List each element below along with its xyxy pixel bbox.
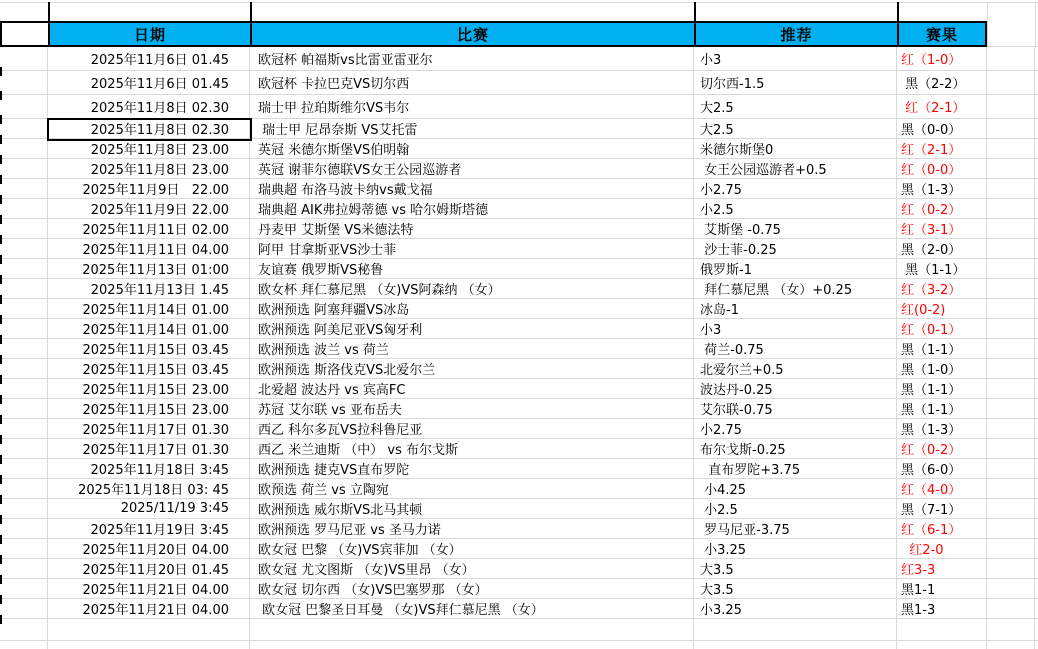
date-cell[interactable]: 2025年11月9日 22.00 (48, 179, 250, 198)
table-row (0, 339, 1038, 359)
match-cell[interactable]: 瑞士甲 尼昂奈斯 VS艾托雷 (250, 119, 694, 138)
blank-cell[interactable] (987, 579, 1035, 598)
match-cell[interactable]: 英冠 谢菲尔德联VS女王公园巡游者 (250, 159, 694, 178)
header-match[interactable]: 比赛 (250, 23, 694, 45)
date-cell[interactable]: 2025年11月6日 01.45 (48, 47, 250, 70)
result-cell[interactable]: 黑（1-0） (897, 359, 987, 378)
result-cell[interactable]: 红（4-0） (897, 479, 987, 498)
table-row (0, 279, 1038, 299)
date-cell[interactable]: 2025年11月20日 04.00 (48, 539, 250, 558)
blank-cell[interactable] (987, 559, 1035, 578)
table-row (0, 459, 1038, 479)
match-cell[interactable]: 欧洲预选 捷克VS直布罗陀 (250, 459, 694, 478)
result-cell[interactable]: 红（0-2） (897, 439, 987, 458)
date-cell[interactable]: 2025年11月9日 22.00 (48, 199, 250, 218)
blank-cell[interactable] (987, 359, 1035, 378)
row-border-tick (0, 255, 2, 264)
match-cell[interactable]: 欧预选 荷兰 vs 立陶宛 (250, 479, 694, 498)
blank-cell[interactable] (0, 259, 48, 278)
row-border-tick (0, 495, 2, 504)
table-row (0, 47, 1038, 71)
result-cell[interactable]: 红（2-1） (897, 95, 987, 118)
blank-cell[interactable] (897, 619, 987, 640)
tip-cell[interactable]: 小3 (694, 47, 897, 70)
blank-cell[interactable] (987, 71, 1035, 94)
result-cell[interactable]: 红（3-1） (897, 219, 987, 238)
table-row (0, 95, 1038, 119)
row-border-tick (0, 91, 2, 100)
match-cell[interactable]: 阿甲 甘拿斯亚VS沙士菲 (250, 239, 694, 258)
match-cell[interactable]: 英冠 米德尔斯堡VS伯明翰 (250, 139, 694, 158)
row-border-tick (0, 555, 2, 564)
blank-cell[interactable] (0, 95, 48, 118)
result-cell[interactable]: 黑（6-0） (897, 459, 987, 478)
date-cell[interactable]: 2025年11月8日 23.00 (48, 159, 250, 178)
row-border-tick (0, 615, 2, 624)
tip-cell[interactable]: 小3.25 (694, 539, 897, 558)
blank-cell[interactable] (0, 619, 48, 640)
row-border-tick (0, 355, 2, 364)
blank-cell[interactable] (987, 641, 1035, 649)
table-row (0, 499, 1038, 519)
match-cell[interactable]: 北爱超 波达丹 vs 宾高FC (250, 379, 694, 398)
row-border-tick (0, 295, 2, 304)
blank-cell[interactable] (694, 641, 897, 649)
row-border-tick (0, 195, 2, 204)
grid-vline (1035, 2, 1036, 47)
blank-cell[interactable] (0, 539, 48, 558)
blank-cell[interactable] (48, 619, 250, 640)
blank-cell[interactable] (0, 519, 48, 538)
tip-cell[interactable]: 小3 (694, 319, 897, 338)
result-cell[interactable]: 红(0-2) (897, 299, 987, 318)
blank-cell[interactable] (0, 379, 48, 398)
match-cell[interactable]: 欧洲预选 阿美尼亚VS匈牙利 (250, 319, 694, 338)
blank-cell[interactable] (0, 641, 48, 649)
match-cell[interactable]: 欧冠杯 卡拉巴克VS切尔西 (250, 71, 694, 94)
tip-cell[interactable]: 小3.25 (694, 599, 897, 618)
blank-cell[interactable] (0, 47, 48, 70)
date-cell[interactable]: 2025年11月11日 04.00 (48, 239, 250, 258)
row-border-tick (0, 415, 2, 424)
blank-cell[interactable] (987, 47, 1035, 70)
date-cell[interactable]: 2025年11月19日 3:45 (48, 519, 250, 538)
blank-cell[interactable] (987, 379, 1035, 398)
table-row (0, 299, 1038, 319)
tip-cell[interactable]: 切尔西-1.5 (694, 71, 897, 94)
blank-cell[interactable] (987, 319, 1035, 338)
row-border-tick (0, 135, 2, 144)
result-cell[interactable]: 红（6-1） (897, 519, 987, 538)
date-cell[interactable]: 2025年11月8日 02.30 (48, 119, 250, 138)
match-cell[interactable]: 瑞典超 AIK弗拉姆蒂德 vs 哈尔姆斯塔德 (250, 199, 694, 218)
match-cell[interactable]: 丹麦甲 艾斯堡 VS米德法特 (250, 219, 694, 238)
date-cell[interactable]: 2025年11月6日 01.45 (48, 71, 250, 94)
tip-cell[interactable]: 布尔戈斯-0.25 (694, 439, 897, 458)
blank-cell[interactable] (48, 641, 250, 649)
result-cell[interactable]: 红3-3 (897, 559, 987, 578)
date-cell[interactable]: 2025年11月11日 02.00 (48, 219, 250, 238)
blank-cell[interactable] (987, 479, 1035, 498)
blank-cell[interactable] (987, 159, 1035, 178)
tip-cell[interactable]: 大2.5 (694, 119, 897, 138)
match-cell[interactable]: 瑞士甲 拉珀斯维尔VS韦尔 (250, 95, 694, 118)
blank-cell[interactable] (987, 219, 1035, 238)
date-cell[interactable]: 2025年11月14日 01.00 (48, 319, 250, 338)
blank-cell[interactable] (987, 539, 1035, 558)
table-body (0, 47, 1038, 649)
table-row (0, 239, 1038, 259)
blank-cell[interactable] (987, 259, 1035, 278)
row-border-tick (0, 395, 2, 404)
grid-vline (694, 2, 696, 21)
match-cell[interactable]: 欧洲预选 斯洛伐克VS北爱尔兰 (250, 359, 694, 378)
row-border-tick (0, 435, 2, 444)
blank-cell[interactable] (0, 239, 48, 258)
tip-cell[interactable]: 艾斯堡 -0.75 (694, 219, 897, 238)
blank-cell[interactable] (0, 71, 48, 94)
result-cell[interactable]: 红（3-2） (897, 279, 987, 298)
table-row (0, 139, 1038, 159)
blank-cell[interactable] (0, 419, 48, 438)
blank-cell[interactable] (987, 519, 1035, 538)
blank-cell[interactable] (0, 179, 48, 198)
date-cell[interactable]: 2025年11月15日 03.45 (48, 339, 250, 358)
row-border-tick (0, 335, 2, 344)
tip-cell[interactable]: 小2.5 (694, 499, 897, 518)
blank-cell[interactable] (987, 119, 1035, 138)
blank-cell[interactable] (0, 359, 48, 378)
blank-cell[interactable] (0, 339, 48, 358)
header-date[interactable]: 日期 (48, 23, 250, 45)
tip-cell[interactable]: 冰岛-1 (694, 299, 897, 318)
table-row (0, 199, 1038, 219)
grid-vline (987, 2, 988, 47)
row-border-tick (0, 455, 2, 464)
blank-cell[interactable] (694, 619, 897, 640)
date-cell[interactable]: 2025年11月15日 23.00 (48, 399, 250, 418)
table-row (0, 599, 1038, 619)
tip-cell[interactable]: 女王公园巡游者+0.5 (694, 159, 897, 178)
blank-cell[interactable] (0, 219, 48, 238)
blank-cell[interactable] (0, 399, 48, 418)
row-border-tick (0, 275, 2, 284)
table-row (0, 159, 1038, 179)
blank-cell[interactable] (0, 319, 48, 338)
table-row (0, 399, 1038, 419)
date-cell[interactable]: 2025年11月18日 03: 45 (48, 479, 250, 498)
blank-cell[interactable] (987, 459, 1035, 478)
row-border-tick (0, 235, 2, 244)
date-cell[interactable]: 2025年11月17日 01.30 (48, 419, 250, 438)
blank-cell[interactable] (250, 619, 694, 640)
row-border-tick (0, 115, 2, 124)
match-cell[interactable]: 欧女冠 巴黎圣日耳曼 （女)VS拜仁慕尼黑 （女） (250, 599, 694, 618)
table-row (0, 419, 1038, 439)
blank-cell[interactable] (987, 239, 1035, 258)
blank-cell[interactable] (987, 499, 1035, 518)
date-cell[interactable]: 2025年11月8日 23.00 (48, 139, 250, 158)
result-cell[interactable]: 红（0-2） (897, 199, 987, 218)
tip-cell[interactable]: 拜仁慕尼黑 （女）+0.25 (694, 279, 897, 298)
blank-cell[interactable] (0, 159, 48, 178)
blank-cell[interactable] (987, 199, 1035, 218)
table-row (0, 319, 1038, 339)
blank-cell[interactable] (987, 599, 1035, 618)
date-cell[interactable]: 2025年11月13日 1.45 (48, 279, 250, 298)
result-cell[interactable]: 黑（7-1） (897, 499, 987, 518)
date-cell[interactable]: 2025年11月21日 04.00 (48, 579, 250, 598)
empty-row (0, 619, 1038, 641)
blank-cell[interactable] (987, 279, 1035, 298)
match-cell[interactable]: 友谊赛 俄罗斯VS秘鲁 (250, 259, 694, 278)
blank-cell[interactable] (987, 619, 1035, 640)
result-cell[interactable]: 红2-0 (897, 539, 987, 558)
result-cell[interactable]: 黑（1-3） (897, 419, 987, 438)
blank-cell[interactable] (987, 419, 1035, 438)
blank-cell[interactable] (0, 479, 48, 498)
header-row (0, 21, 987, 47)
table-row (0, 71, 1038, 95)
result-cell[interactable]: 黑（1-1） (897, 399, 987, 418)
tip-cell[interactable]: 荷兰-0.75 (694, 339, 897, 358)
table-row (0, 439, 1038, 459)
date-cell[interactable]: 2025年11月13日 01:00 (48, 259, 250, 278)
row-border-tick (0, 315, 2, 324)
match-cell[interactable]: 欧女冠 尤文图斯 （女)VS里昂 （女） (250, 559, 694, 578)
table-row (0, 219, 1038, 239)
match-cell[interactable]: 西乙 米兰迪斯 （中） vs 布尔戈斯 (250, 439, 694, 458)
tip-cell[interactable]: 波达丹-0.25 (694, 379, 897, 398)
grid-vline (250, 2, 252, 21)
table-row (0, 379, 1038, 399)
grid-vline (897, 2, 899, 21)
tip-cell[interactable]: 北爱尔兰+0.5 (694, 359, 897, 378)
tip-cell[interactable]: 罗马尼亚-3.75 (694, 519, 897, 538)
table-row (0, 119, 1038, 139)
row-border-tick (0, 67, 2, 76)
date-cell[interactable]: 2025年11月15日 23.00 (48, 379, 250, 398)
row-border-tick (0, 215, 2, 224)
header-blank-cell[interactable] (2, 23, 48, 45)
match-cell[interactable]: 西乙 科尔多瓦VS拉科鲁尼亚 (250, 419, 694, 438)
tip-cell[interactable]: 直布罗陀+3.75 (694, 459, 897, 478)
tip-cell[interactable]: 俄罗斯-1 (694, 259, 897, 278)
row-border-tick (0, 575, 2, 584)
blank-cell[interactable] (987, 299, 1035, 318)
blank-cell[interactable] (987, 95, 1035, 118)
row-border-tick (0, 375, 2, 384)
result-cell[interactable]: 黑（1-1） (897, 339, 987, 358)
blank-cell[interactable] (250, 641, 694, 649)
blank-cell[interactable] (0, 439, 48, 458)
match-cell[interactable]: 欧洲预选 罗马尼亚 vs 圣马力诺 (250, 519, 694, 538)
tip-cell[interactable]: 小4.25 (694, 479, 897, 498)
blank-cell[interactable] (0, 279, 48, 298)
date-cell[interactable]: 2025年11月17日 01.30 (48, 439, 250, 458)
result-cell[interactable]: 黑（1-1） (897, 259, 987, 278)
blank-cell[interactable] (987, 399, 1035, 418)
empty-row (0, 641, 1038, 649)
tip-cell[interactable]: 米德尔斯堡0 (694, 139, 897, 158)
result-cell[interactable]: 红（0-0） (897, 159, 987, 178)
date-cell[interactable]: 2025年11月18日 3:45 (48, 459, 250, 478)
match-cell[interactable]: 瑞典超 布洛马波卡纳vs戴戈福 (250, 179, 694, 198)
result-cell[interactable]: 黑1-1 (897, 579, 987, 598)
blank-cell[interactable] (0, 139, 48, 158)
blank-cell[interactable] (0, 199, 48, 218)
tip-cell[interactable]: 艾尔联-0.75 (694, 399, 897, 418)
date-cell[interactable]: 2025年11月21日 04.00 (48, 599, 250, 618)
tip-cell[interactable]: 小2.75 (694, 179, 897, 198)
result-cell[interactable]: 红（1-0） (897, 47, 987, 70)
header-result[interactable]: 赛果 (897, 23, 985, 45)
tip-cell[interactable]: 小2.5 (694, 199, 897, 218)
date-cell[interactable]: 2025/11/19 3:45 (48, 499, 250, 518)
blank-cell[interactable] (0, 459, 48, 478)
match-cell[interactable]: 欧女冠 巴黎 （女)VS宾菲加 （女） (250, 539, 694, 558)
date-cell[interactable]: 2025年11月8日 02.30 (48, 95, 250, 118)
blank-cell[interactable] (0, 119, 48, 138)
table-row (0, 359, 1038, 379)
match-cell[interactable]: 欧女杯 拜仁慕尼黑 （女)VS阿森纳 （女） (250, 279, 694, 298)
grid-vline (48, 2, 50, 21)
blank-cell[interactable] (987, 179, 1035, 198)
result-cell[interactable]: 黑（2-0） (897, 239, 987, 258)
result-cell[interactable]: 黑（1-1） (897, 379, 987, 398)
blank-cell[interactable] (0, 299, 48, 318)
date-cell[interactable]: 2025年11月20日 01.45 (48, 559, 250, 578)
blank-cell[interactable] (0, 499, 48, 518)
table-row (0, 559, 1038, 579)
match-cell[interactable]: 欧女冠 切尔西 （女)VS巴塞罗那 （女） (250, 579, 694, 598)
match-cell[interactable]: 欧洲预选 阿塞拜疆VS冰岛 (250, 299, 694, 318)
top-partial-row[interactable] (0, 2, 1038, 21)
result-cell[interactable]: 红（0-1） (897, 319, 987, 338)
match-cell[interactable]: 欧洲预选 波兰 vs 荷兰 (250, 339, 694, 358)
blank-cell[interactable] (0, 599, 48, 618)
match-cell[interactable]: 欧洲预选 威尔斯VS北马其顿 (250, 499, 694, 518)
table-row (0, 579, 1038, 599)
tip-cell[interactable]: 大3.5 (694, 579, 897, 598)
blank-cell[interactable] (987, 139, 1035, 158)
table-row (0, 259, 1038, 279)
result-cell[interactable]: 红（2-1） (897, 139, 987, 158)
table-row (0, 479, 1038, 499)
result-cell[interactable]: 黑1-3 (897, 599, 987, 618)
date-cell[interactable]: 2025年11月14日 01.00 (48, 299, 250, 318)
row-border-tick (0, 595, 2, 604)
blank-cell[interactable] (0, 559, 48, 578)
blank-cell[interactable] (897, 641, 987, 649)
result-cell[interactable]: 黑（1-3） (897, 179, 987, 198)
blank-cell[interactable] (0, 579, 48, 598)
row-border-tick (0, 155, 2, 164)
table-row (0, 179, 1038, 199)
date-cell[interactable]: 2025年11月15日 03.45 (48, 359, 250, 378)
row-border-tick (0, 175, 2, 184)
tip-cell[interactable]: 大2.5 (694, 95, 897, 118)
table-row (0, 539, 1038, 559)
row-border-tick (0, 475, 2, 484)
tip-cell[interactable]: 大3.5 (694, 559, 897, 578)
match-cell[interactable]: 欧冠杯 帕福斯vs比雷亚雷亚尔 (250, 47, 694, 70)
row-border-tick (0, 515, 2, 524)
table-row (0, 519, 1038, 539)
result-cell[interactable]: 黑（0-0） (897, 119, 987, 138)
tip-cell[interactable]: 沙士菲-0.25 (694, 239, 897, 258)
result-cell[interactable]: 黑（2-2） (897, 71, 987, 94)
header-tip[interactable]: 推荐 (694, 23, 897, 45)
row-border-tick (0, 535, 2, 544)
match-cell[interactable]: 苏冠 艾尔联 vs 亚布岳夫 (250, 399, 694, 418)
blank-cell[interactable] (987, 439, 1035, 458)
blank-cell[interactable] (987, 339, 1035, 358)
tip-cell[interactable]: 小2.75 (694, 419, 897, 438)
